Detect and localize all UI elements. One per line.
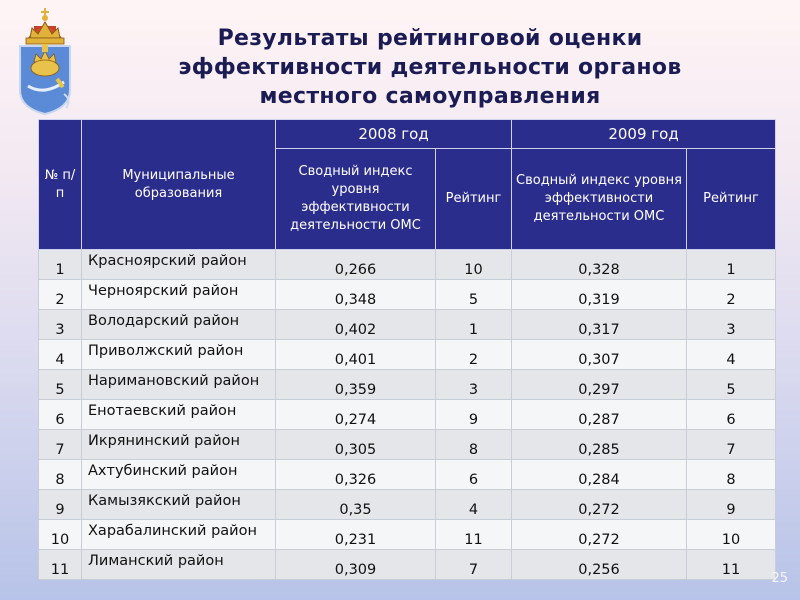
index-2008: 0,309 <box>276 550 436 580</box>
rating-2008: 7 <box>436 550 512 580</box>
table-row <box>39 550 776 580</box>
index-2008: 0,348 <box>276 280 436 310</box>
page-title <box>140 24 720 111</box>
header-number: № п/п <box>39 120 82 250</box>
index-2009: 0,287 <box>512 400 687 430</box>
rating-2009: 4 <box>687 340 776 370</box>
header-rating-2009: Рейтинг <box>687 149 776 250</box>
rating-2008: 8 <box>436 430 512 460</box>
index-2008: 0,401 <box>276 340 436 370</box>
rating-2008: 11 <box>436 520 512 550</box>
rating-2009: 2 <box>687 280 776 310</box>
table-row <box>39 370 776 400</box>
table-row <box>39 430 776 460</box>
row-number: 5 <box>39 370 82 400</box>
table-row <box>39 490 776 520</box>
municipality-name: Володарский район <box>82 310 276 340</box>
page-number: 25 <box>771 571 788 586</box>
title-line-2: эффективности деятельности органов <box>178 55 682 80</box>
rating-2008: 3 <box>436 370 512 400</box>
rating-2009: 8 <box>687 460 776 490</box>
row-number: 2 <box>39 280 82 310</box>
rating-2008: 5 <box>436 280 512 310</box>
header-year-2009: 2009 год <box>512 120 776 149</box>
table-row <box>39 520 776 550</box>
row-number: 11 <box>39 550 82 580</box>
municipality-name: Икрянинский район <box>82 430 276 460</box>
rating-2008: 2 <box>436 340 512 370</box>
header-index-2009: Сводный индекс уровня эффективности деятельности ОМС <box>512 149 687 250</box>
rating-2008: 1 <box>436 310 512 340</box>
rating-2009: 11 <box>687 550 776 580</box>
index-2008: 0,231 <box>276 520 436 550</box>
municipality-name: Лиманский район <box>82 550 276 580</box>
index-2009: 0,307 <box>512 340 687 370</box>
table-row <box>39 460 776 490</box>
index-2009: 0,317 <box>512 310 687 340</box>
rating-table <box>38 119 776 580</box>
municipality-name: Приволжский район <box>82 340 276 370</box>
table-row <box>39 250 776 280</box>
header-year-2008: 2008 год <box>276 120 512 149</box>
municipality-name: Наримановский район <box>82 370 276 400</box>
index-2008: 0,305 <box>276 430 436 460</box>
municipality-name: Красноярский район <box>82 250 276 280</box>
rating-2009: 10 <box>687 520 776 550</box>
title-line-1: Результаты рейтинговой оценки <box>217 26 643 51</box>
index-2008: 0,402 <box>276 310 436 340</box>
rating-2008: 4 <box>436 490 512 520</box>
index-2008: 0,35 <box>276 490 436 520</box>
index-2008: 0,274 <box>276 400 436 430</box>
row-number: 8 <box>39 460 82 490</box>
table-row <box>39 340 776 370</box>
rating-2009: 5 <box>687 370 776 400</box>
table-row <box>39 280 776 310</box>
row-number: 9 <box>39 490 82 520</box>
rating-2008: 10 <box>436 250 512 280</box>
table-row <box>39 310 776 340</box>
row-number: 4 <box>39 340 82 370</box>
rating-2009: 6 <box>687 400 776 430</box>
index-2008: 0,326 <box>276 460 436 490</box>
header-index-2008: Сводный индекс уровня эффективности деятельности ОМС <box>276 149 436 250</box>
index-2009: 0,285 <box>512 430 687 460</box>
rating-2008: 9 <box>436 400 512 430</box>
index-2009: 0,328 <box>512 250 687 280</box>
title-line-3: местного самоуправления <box>259 84 601 109</box>
municipality-name: Камызякский район <box>82 490 276 520</box>
header-rating-2008: Рейтинг <box>436 149 512 250</box>
municipality-name: Черноярский район <box>82 280 276 310</box>
header-municipality: Муниципальные образования <box>82 120 276 250</box>
row-number: 1 <box>39 250 82 280</box>
municipality-name: Ахтубинский район <box>82 460 276 490</box>
rating-2009: 1 <box>687 250 776 280</box>
index-2009: 0,284 <box>512 460 687 490</box>
index-2009: 0,272 <box>512 520 687 550</box>
index-2009: 0,272 <box>512 490 687 520</box>
rating-2008: 6 <box>436 460 512 490</box>
index-2008: 0,359 <box>276 370 436 400</box>
index-2009: 0,297 <box>512 370 687 400</box>
row-number: 10 <box>39 520 82 550</box>
rating-2009: 3 <box>687 310 776 340</box>
row-number: 7 <box>39 430 82 460</box>
rating-2009: 7 <box>687 430 776 460</box>
index-2009: 0,319 <box>512 280 687 310</box>
rating-2009: 9 <box>687 490 776 520</box>
coat-of-arms-icon <box>14 4 76 116</box>
row-number: 6 <box>39 400 82 430</box>
index-2008: 0,266 <box>276 250 436 280</box>
row-number: 3 <box>39 310 82 340</box>
index-2009: 0,256 <box>512 550 687 580</box>
municipality-name: Харабалинский район <box>82 520 276 550</box>
municipality-name: Енотаевский район <box>82 400 276 430</box>
table-row <box>39 400 776 430</box>
